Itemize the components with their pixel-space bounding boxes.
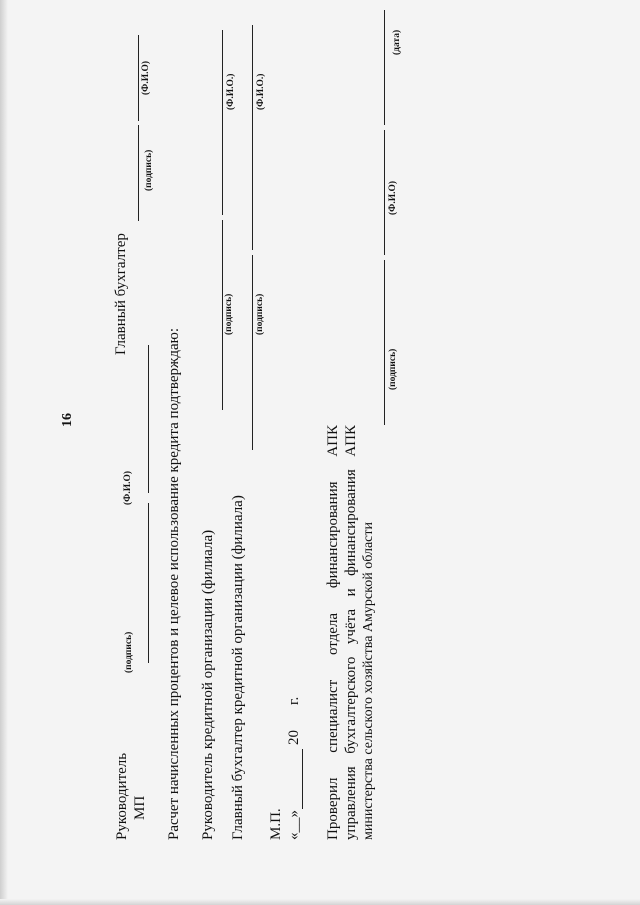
verification-signature-line bbox=[384, 260, 385, 425]
bank-accountant-name-line bbox=[252, 25, 253, 250]
bank-head-label: Руководитель кредитной организации (филиала) bbox=[200, 529, 216, 840]
chief-signature-line bbox=[138, 125, 139, 221]
verification-line-2: управления бухгалтерского учёта и финансирования АПК bbox=[343, 425, 359, 840]
chief-name-caption: (Ф.И.О) bbox=[141, 60, 151, 95]
head-signature-line bbox=[148, 503, 149, 663]
verification-line-3: министерства сельского хозяйства Амурской области bbox=[361, 522, 376, 840]
date-line bbox=[302, 749, 303, 809]
date-year: 20 bbox=[286, 730, 302, 745]
bank-head-name-caption: (Ф.И.О.) bbox=[226, 73, 236, 110]
verification-name-line bbox=[384, 130, 385, 255]
head-name-line bbox=[148, 345, 149, 493]
verification-line-1: Проверил специалист отдела финансирования АПК bbox=[325, 425, 341, 840]
stamp-label: М.П. bbox=[268, 808, 284, 840]
bank-head-signature-caption: (подпись) bbox=[224, 293, 234, 335]
bank-accountant-label: Главный бухгалтер кредитной организации (филиала) bbox=[230, 495, 246, 840]
verification-date-line bbox=[384, 10, 385, 125]
date-open: «__» bbox=[286, 810, 302, 840]
date-suffix: г. bbox=[286, 696, 302, 705]
head-signature-caption: (подпись) bbox=[124, 631, 134, 673]
verification-name-caption: (Ф.И.О) bbox=[388, 180, 398, 215]
chief-accountant-label: Главный бухгалтер bbox=[113, 233, 129, 355]
mp-label: МП bbox=[132, 795, 148, 820]
bank-head-signature-line bbox=[222, 220, 223, 410]
head-name-caption: (Ф.И.О) bbox=[123, 470, 133, 505]
bank-accountant-name-caption: (Ф.И.О.) bbox=[256, 73, 266, 110]
confirmation-statement: Расчет начисленных процентов и целевое использование кредита подтверждаю: bbox=[166, 327, 182, 840]
head-label: Руководитель bbox=[114, 752, 130, 840]
chief-signature-caption: (подпись) bbox=[144, 149, 154, 191]
verification-date-caption: (дата) bbox=[392, 29, 402, 55]
page-number: 16 bbox=[60, 413, 75, 427]
bank-accountant-signature-caption: (подпись) bbox=[255, 293, 265, 335]
chief-name-line bbox=[138, 35, 139, 121]
verification-signature-caption: (подпись) bbox=[388, 348, 398, 390]
bank-head-name-line bbox=[222, 30, 223, 215]
bank-accountant-signature-line bbox=[252, 255, 253, 450]
